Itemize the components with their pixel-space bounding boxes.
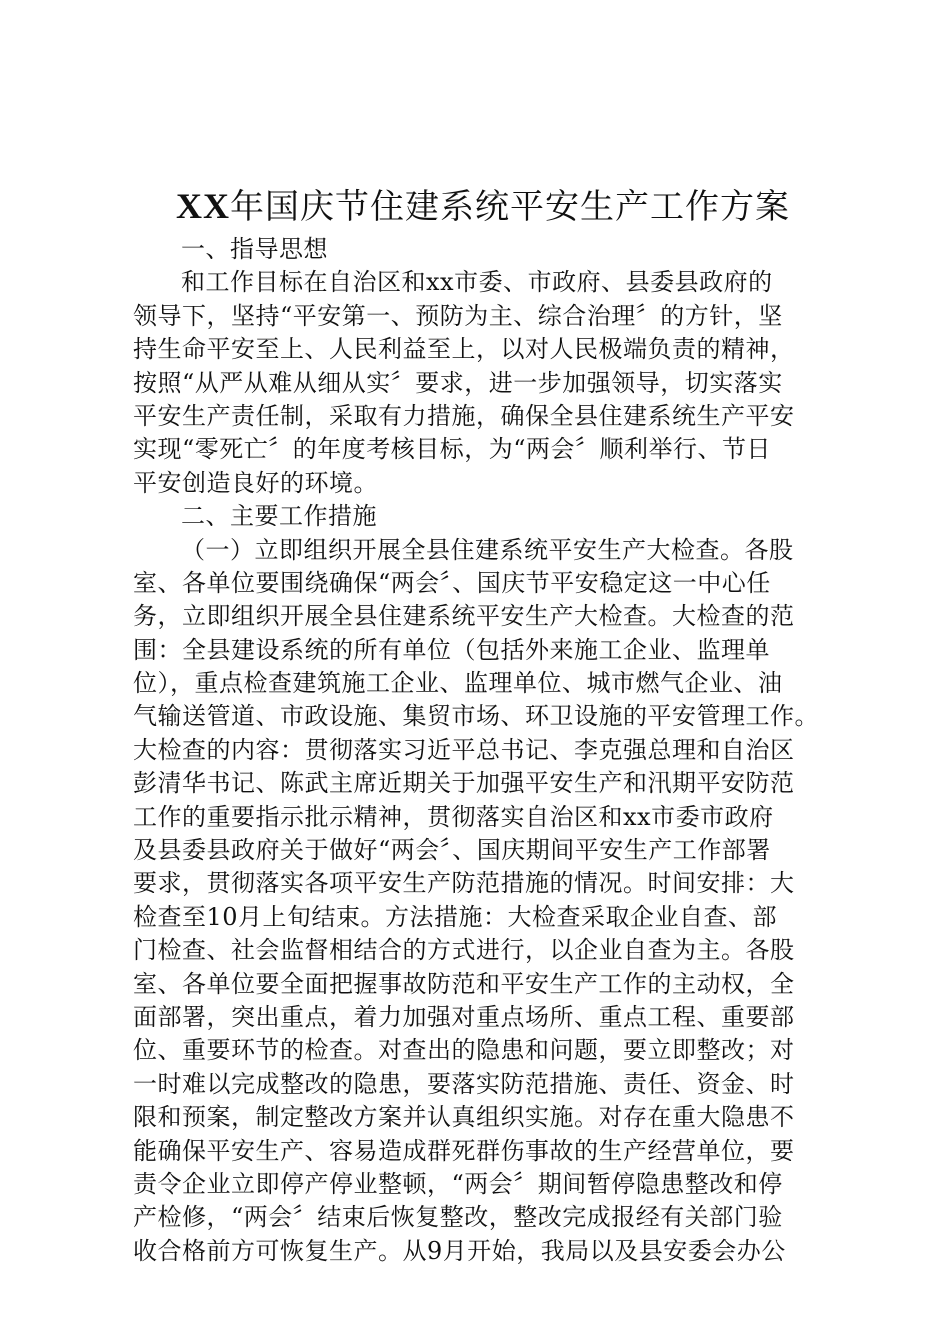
body-text-line: 室、各单位要全面把握事故防范和平安生产工作的主动权，全	[133, 969, 795, 998]
body-text-line: 一、指导思想	[181, 235, 328, 263]
body-text-line: 位），重点检查建筑施工企业、监理单位、城市燃气企业、油	[133, 669, 783, 698]
body-text-line: 检查至10月上旬结束。方法措施：大检查采取企业自查、部	[133, 902, 778, 931]
body-text-line: 二、主要工作措施	[181, 502, 377, 531]
document-page	[133, 180, 833, 1268]
body-text-line: 领导下，坚持“平安第一、预防为主、综合治理〞的方针，坚	[133, 301, 783, 330]
body-text-line: 面部署，突出重点，着力加强对重点场所、重点工程、重要部	[133, 1002, 795, 1031]
document-title	[133, 180, 833, 233]
body-text-line: 责令企业立即停产停业整顿，“两会〞期间暂停隐患整改和停	[133, 1169, 783, 1198]
body-text-line: 彭清华书记、陈武主席近期关于加强平安生产和汛期平安防范	[133, 769, 795, 798]
body-text-line: 一时难以完成整改的隐患，要落实防范措施、责任、资金、时	[133, 1069, 795, 1098]
body-text-line: 平安创造良好的环境。	[133, 468, 378, 497]
body-text-line: 务，立即组织开展全县住建系统平安生产大检查。大检查的范	[133, 602, 795, 631]
body-text-line: 产检修，“两会〞结束后恢复整改，整改完成报经有关部门验	[133, 1203, 783, 1232]
body-text-line: 要求，贯彻落实各项平安生产防范措施的情况。时间安排：大	[133, 869, 795, 898]
body-text-line: 大检查的内容：贯彻落实习近平总书记、李克强总理和自治区	[133, 735, 795, 764]
body-text-line: 及县委县政府关于做好“两会〞、国庆期间平安生产工作部署	[133, 836, 771, 865]
body-text-line: 气输送管道、市政设施、集贸市场、环卫设施的平安管理工作。	[133, 702, 819, 731]
body-text-line: 能确保平安生产、容易造成群死群伤事故的生产经营单位，要	[133, 1136, 795, 1165]
document-title-prefix: XX	[176, 186, 230, 226]
body-text-line: 围：全县建设系统的所有单位（包括外来施工企业、监理单	[133, 635, 770, 664]
body-text-line: 限和预案，制定整改方案并认真组织实施。对存在重大隐患不	[133, 1103, 795, 1132]
body-text-line: 门检查、社会监督相结合的方式进行，以企业自查为主。各股	[133, 936, 795, 965]
body-text-line: 按照“从严从难从细从实〞要求，进一步加强领导，切实落实	[133, 368, 783, 397]
body-text-line: 平安生产责任制，采取有力措施，确保全县住建系统生产平安	[133, 401, 795, 430]
document-body	[133, 233, 833, 1268]
body-text-line: 实现“零死亡〞的年度考核目标，为“两会〞顺利举行、节日	[133, 435, 772, 464]
body-text-line: （一）立即组织开展全县住建系统平安生产大检查。各股	[181, 535, 794, 564]
body-text-line: 持生命平安至上、人民利益至上，以对人民极端负责的精神，	[133, 335, 795, 364]
body-text-line: 室、各单位要围绕确保“两会〞、国庆节平安稳定这一中心任	[133, 568, 771, 597]
body-text-line: 和工作目标在自治区和xx市委、市政府、县委县政府的	[181, 268, 773, 297]
body-text-line: 位、重要环节的检查。对查出的隐患和问题，要立即整改；对	[133, 1036, 795, 1065]
body-text-line: 工作的重要指示批示精神，贯彻落实自治区和xx市委市政府	[133, 802, 774, 831]
body-text-line: 收合格前方可恢复生产。从9月开始，我局以及县安委会办公	[133, 1236, 786, 1265]
document-title-text: 年国庆节住建系统平安生产工作方案	[230, 187, 790, 227]
